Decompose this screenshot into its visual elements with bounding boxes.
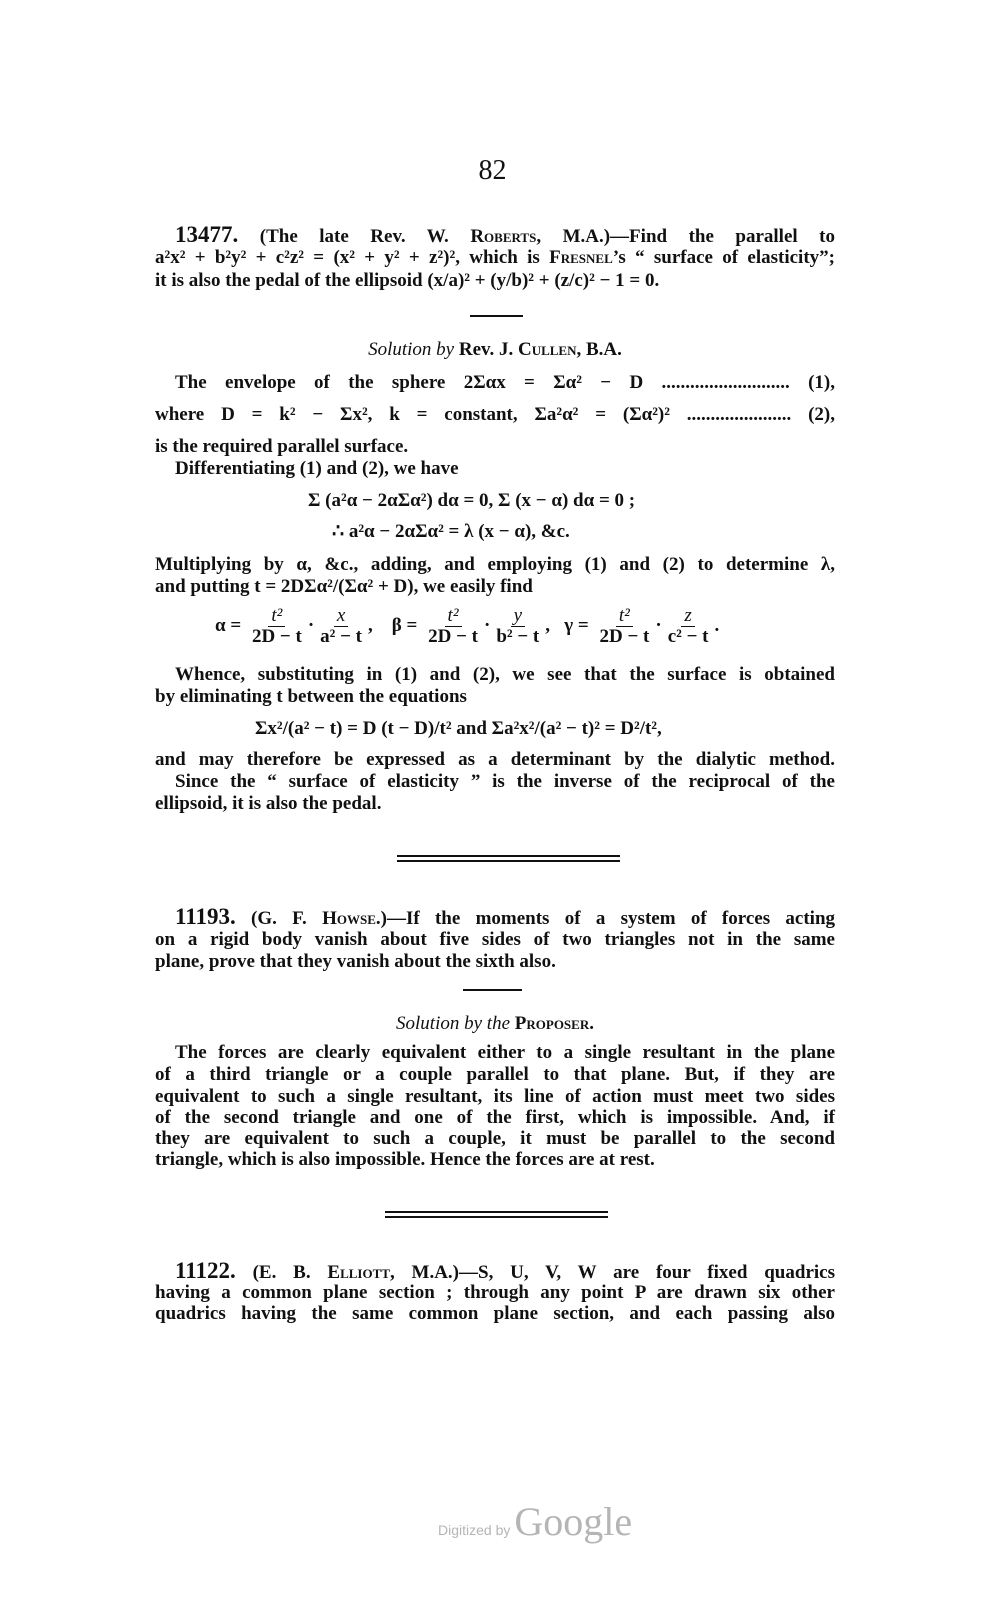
author-name: Elliott — [327, 1262, 390, 1283]
text-line: of the second triangle and one of the first, which is impossible. And, if — [155, 1107, 835, 1128]
google-logo: Google — [514, 1499, 633, 1544]
divider — [463, 989, 522, 991]
section-divider — [385, 1216, 608, 1218]
fraction — [249, 606, 305, 647]
fraction — [665, 606, 712, 647]
numerator: t² — [616, 606, 633, 627]
text: (The late Rev. W. — [259, 226, 471, 247]
question-13477-line-1 — [175, 224, 835, 248]
text-line: Differentiating (1) and (2), we have — [175, 458, 459, 479]
digitized-by-google-watermark — [438, 1498, 632, 1545]
divider — [470, 315, 523, 317]
text-line: ellipsoid, it is also the pedal. — [155, 793, 382, 814]
question-number: 11193. — [175, 904, 236, 929]
text-line: Since the “ surface of elasticity ” is the inverse of the reciprocal of the — [175, 771, 835, 792]
author-name: Roberts — [470, 226, 537, 247]
text-line: by eliminating t between the equations — [155, 686, 467, 707]
text-line: The forces are clearly equivalent either to a single resultant in the plane — [175, 1042, 835, 1063]
numerator: x — [334, 606, 348, 627]
text: (G. F. — [251, 908, 323, 929]
section-divider — [397, 860, 620, 862]
section-divider — [385, 1211, 608, 1213]
section-divider — [397, 855, 620, 857]
text-line: plane, prove that they vanish about the sixth also. — [155, 951, 556, 972]
numerator: t² — [268, 606, 285, 627]
author-name: Cullen — [517, 339, 577, 360]
numerator: z — [681, 606, 694, 627]
text-line: and putting t = 2DΣα²/(Σα² + D), we easily find — [155, 576, 533, 597]
fraction — [317, 606, 365, 647]
denominator: a² − t — [320, 626, 363, 648]
text-line: Whence, substituting in (1) and (2), we see that the surface is obtained — [175, 664, 835, 685]
text: γ = — [564, 615, 589, 636]
text: Solution by the — [396, 1013, 511, 1034]
numerator: t² — [445, 606, 462, 627]
equation: Σx²/(a² − t) = D (t − D)/t² and Σa²x²/(a² − t)² = D²/t², — [255, 718, 662, 739]
question-13477-line-3: it is also the pedal of the ellipsoid (x/a)² + (y/b)² + (z/c)² − 1 = 0. — [155, 270, 660, 291]
text: Rev. J. — [454, 339, 518, 360]
text-line: of a third triangle or a couple parallel to that plane. But, if they are — [155, 1064, 835, 1085]
solution-heading: Solution by the Proposer. — [396, 1013, 594, 1034]
question-11122-line-1 — [175, 1260, 835, 1284]
text-line: where D = k² − Σx², k = constant, Σa²α² = (Σα²)² ...................... (2), — [155, 404, 835, 425]
numerator: y — [511, 606, 525, 627]
text: β = — [391, 615, 418, 636]
text-line: they are equivalent to such a couple, it must be parallel to the second — [155, 1128, 835, 1149]
fraction — [493, 606, 542, 647]
text: a²x² + b²y² + c²z² = (x² + y² + z²)², which is — [155, 247, 550, 268]
text-line: equivalent to such a single resultant, its line of action must meet two sides — [155, 1086, 835, 1107]
question-number: 13477. — [175, 222, 239, 247]
text-line: quadrics having the same common plane section, and each passing also — [155, 1303, 835, 1324]
denominator: c² − t — [667, 626, 709, 648]
denominator: 2D − t — [428, 626, 478, 648]
denominator: 2D − t — [599, 626, 650, 648]
text: , M.A.)—S, U, V, W are four fixed quadrics — [389, 1262, 835, 1283]
text-line: The envelope of the sphere 2Σαx = Σα² − D ........................... (1), — [175, 372, 835, 393]
text-line: on a rigid body vanish about five sides of two triangles not in the same — [155, 929, 835, 950]
text-line: and may therefore be expressed as a determinant by the dialytic method. — [155, 749, 835, 770]
fraction — [596, 606, 652, 647]
denominator: 2D − t — [251, 626, 302, 648]
text: .)—If the moments of a system of forces acting — [375, 908, 836, 929]
question-11193-line-1 — [175, 906, 835, 930]
question-number: 11122. — [175, 1258, 236, 1283]
fraction-equations: α = $\frac{\text{t²}}{2D - t}$ · $\frac{x}{\text{a² − t}}$ , β = $\frac{\text{t²}}{2D - t}$ · $\frac{y}{\text{b² − t}}$ , γ = $\frac{\text{t²}}{2D - t}$ · $\frac{z}{\text{c² − t}}$ . — [215, 605, 720, 648]
text: , M.A.)—Find the parallel to — [536, 226, 835, 247]
equation: Σ (a²α − 2αΣα²) dα = 0, Σ (x − α) dα = 0 ; — [308, 490, 636, 511]
question-13477-line-2 — [155, 247, 835, 269]
denominator: b² − t — [496, 626, 540, 648]
text: (E. B. — [252, 1262, 328, 1283]
watermark-prefix: Digitized by — [438, 1522, 511, 1538]
author-name: Proposer — [514, 1013, 590, 1034]
text-line: having a common plane section ; through any point P are drawn six other — [155, 1282, 835, 1303]
text-line: is the required parallel surface. — [155, 436, 409, 457]
text: ’s “ surface of elasticity”; — [612, 247, 835, 268]
name: Fresnel — [549, 247, 613, 268]
text: Solution by — [368, 339, 455, 360]
author-name: Howse — [322, 908, 376, 929]
solution-heading — [155, 339, 835, 361]
fraction — [425, 606, 481, 647]
text: , B.A. — [576, 339, 622, 360]
page-number: 82 — [478, 155, 507, 186]
equation: ∴ a²α − 2αΣα² = λ (x − α), &c. — [332, 521, 570, 542]
text: α = — [215, 615, 242, 636]
text-line: triangle, which is also impossible. Hence the forces are at rest. — [155, 1149, 655, 1170]
text-line: Multiplying by α, &c., adding, and employing (1) and (2) to determine λ, — [155, 554, 835, 575]
